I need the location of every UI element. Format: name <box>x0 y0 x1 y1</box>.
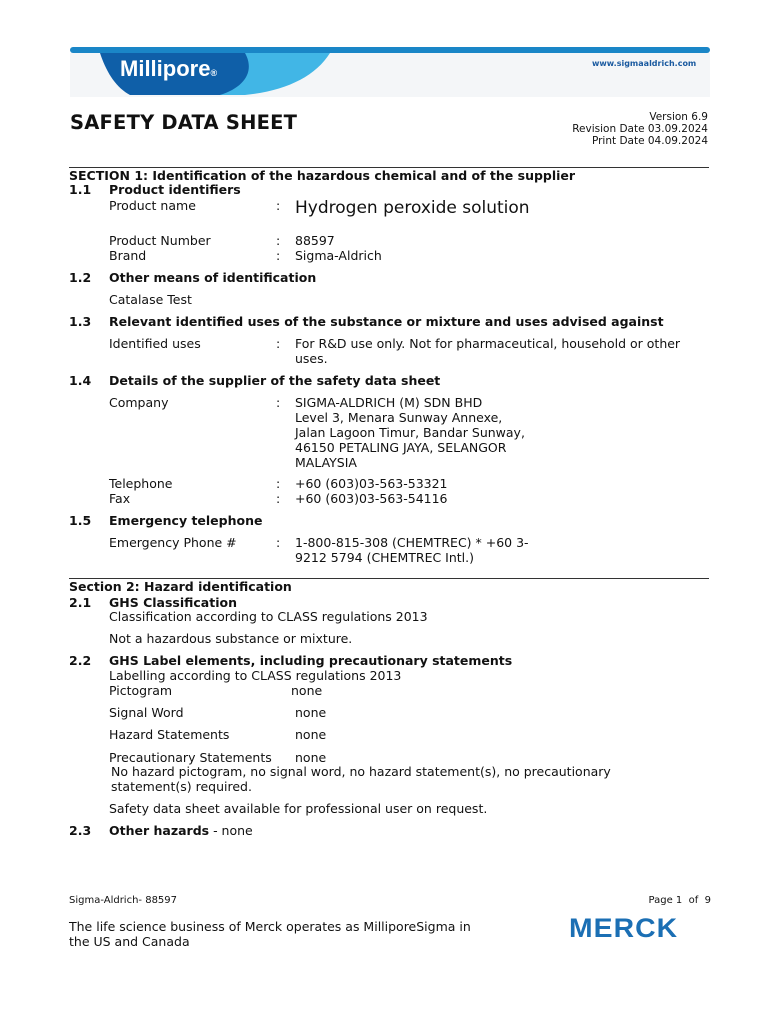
subsection-2-3-number: 2.3 <box>69 823 92 838</box>
subsection-1-2-title: Other means of identification <box>109 270 317 285</box>
company-label: Company <box>109 395 169 410</box>
pictogram-value: none <box>291 683 323 698</box>
merck-logo-text: MERCK <box>569 913 679 943</box>
subsection-1-5-number: 1.5 <box>69 513 92 528</box>
signal-word-value: none <box>295 705 327 720</box>
company-line: MALAYSIA <box>295 455 357 470</box>
colon: : <box>276 198 281 213</box>
brand-value: Sigma-Aldrich <box>295 248 382 263</box>
colon: : <box>276 233 281 248</box>
subsection-1-1-title: Product identifiers <box>109 182 241 197</box>
subsection-2-1-title: GHS Classification <box>109 595 237 610</box>
colon: : <box>276 535 281 550</box>
precautionary-statements-value: none <box>295 750 327 765</box>
subsection-1-3-number: 1.3 <box>69 314 92 329</box>
identified-uses-label: Identified uses <box>109 336 201 351</box>
subsection-2-2-title: GHS Label elements, including precautionary statements <box>109 653 513 668</box>
footer-merck-statement-line1: The life science business of Merck operates as MilliporeSigma in <box>69 919 471 934</box>
brand-label: Brand <box>109 248 147 263</box>
section1-title: SECTION 1: Identification of the hazardous chemical and of the supplier <box>69 168 576 183</box>
signal-word-label: Signal Word <box>109 705 184 720</box>
professional-user-text: Safety data sheet available for professional user on request. <box>109 801 488 816</box>
emergency-phone-value-line1: 1-800-815-308 (CHEMTREC) * +60 3- <box>295 535 529 550</box>
emergency-phone-label: Emergency Phone # <box>109 535 237 550</box>
millipore-logo[interactable] <box>120 56 217 86</box>
subsection-1-3-title: Relevant identified uses of the substance or mixture and uses advised against <box>109 314 664 329</box>
fax-label: Fax <box>109 491 131 506</box>
colon: : <box>276 248 281 263</box>
company-line: 46150 PETALING JAYA, SELANGOR <box>295 440 507 455</box>
colon: : <box>276 491 281 506</box>
colon: : <box>276 395 281 410</box>
no-hazard-text-line1: No hazard pictogram, no signal word, no hazard statement(s), no precautionary <box>111 764 611 779</box>
hazard-statements-label: Hazard Statements <box>109 727 230 742</box>
other-means-value: Catalase Test <box>109 292 192 307</box>
merck-logo[interactable] <box>569 914 715 942</box>
no-hazard-text-line2: statement(s) required. <box>111 779 252 794</box>
subsection-1-2-number: 1.2 <box>69 270 92 285</box>
product-number-value: 88597 <box>295 233 335 248</box>
print-date-text: Print Date 04.09.2024 <box>591 135 708 147</box>
version-text: Version 6.9 <box>649 111 708 123</box>
revision-date-text: Revision Date 03.09.2024 <box>572 123 708 135</box>
identified-uses-value-line1: For R&D use only. Not for pharmaceutical, household or other <box>295 336 681 351</box>
subsection-1-5-title: Emergency telephone <box>109 513 263 528</box>
not-hazardous-text: Not a hazardous substance or mixture. <box>109 631 353 646</box>
product-name-value: Hydrogen peroxide solution <box>295 198 530 218</box>
section2-title: Section 2: Hazard identification <box>69 579 292 594</box>
footer-page-number: Page 1 of 9 <box>648 895 711 906</box>
footer-merck-statement-line2: the US and Canada <box>69 934 190 949</box>
company-line: Jalan Lagoon Timur, Bandar Sunway, <box>295 425 525 440</box>
hazard-statements-value: none <box>295 727 327 742</box>
labelling-text: Labelling according to CLASS regulations 2013 <box>109 668 402 683</box>
precautionary-statements-label: Precautionary Statements <box>109 750 272 765</box>
millipore-logo-text: Millipore <box>120 56 211 81</box>
emergency-phone-value-line2: 9212 5794 (CHEMTREC Intl.) <box>295 550 475 565</box>
page-title: SAFETY DATA SHEET <box>70 111 298 134</box>
subsection-2-3-value: - none <box>209 823 253 838</box>
identified-uses-value-line2: uses. <box>295 351 328 366</box>
subsection-2-2-number: 2.2 <box>69 653 92 668</box>
telephone-label: Telephone <box>109 476 173 491</box>
subsection-1-1-number: 1.1 <box>69 182 92 197</box>
telephone-value: +60 (603)03-563-53321 <box>295 476 448 491</box>
registered-mark: ® <box>210 68 218 78</box>
subsection-1-4-title: Details of the supplier of the safety data sheet <box>109 373 441 388</box>
subsection-2-3-line <box>109 823 253 838</box>
website-link[interactable]: www.sigmaaldrich.com <box>592 59 697 68</box>
subsection-1-4-number: 1.4 <box>69 373 92 388</box>
footer-product-ref: Sigma-Aldrich- 88597 <box>69 895 178 906</box>
colon: : <box>276 476 281 491</box>
fax-value: +60 (603)03-563-54116 <box>295 491 448 506</box>
subsection-2-1-number: 2.1 <box>69 595 92 610</box>
product-name-label: Product name <box>109 198 196 213</box>
classification-text: Classification according to CLASS regulations 2013 <box>109 609 428 624</box>
company-line: SIGMA-ALDRICH (M) SDN BHD <box>295 395 483 410</box>
colon: : <box>276 336 281 351</box>
pictogram-label: Pictogram <box>109 683 173 698</box>
company-line: Level 3, Menara Sunway Annexe, <box>295 410 503 425</box>
subsection-2-3-title: Other hazards <box>109 823 210 838</box>
product-number-label: Product Number <box>109 233 211 248</box>
